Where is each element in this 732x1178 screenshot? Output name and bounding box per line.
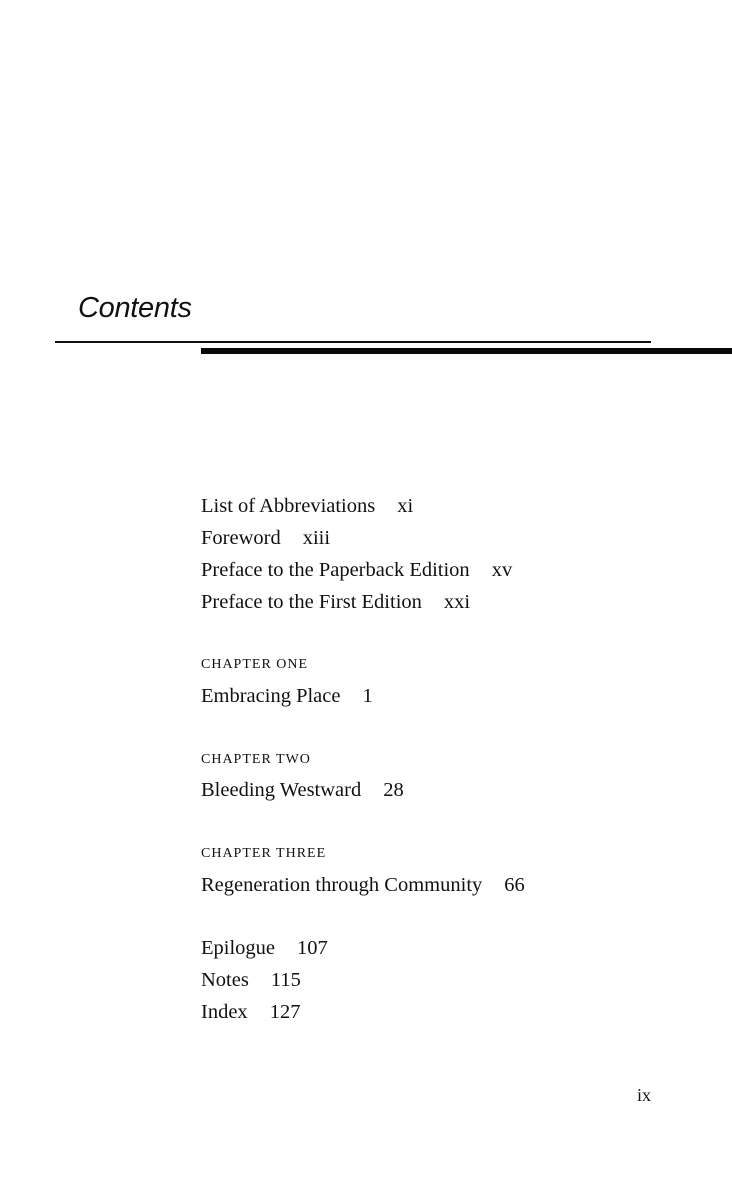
toc-entry-label: Regeneration through Community: [201, 874, 483, 896]
toc-entry-page: xiii: [302, 527, 331, 549]
toc-entry-page: xi: [397, 495, 414, 517]
chapter-heading: CHAPTER TWO: [201, 752, 311, 767]
title-rule-thick: [201, 348, 732, 354]
toc-entry-label: Preface to the First Edition: [201, 591, 422, 613]
toc-entry-foreword[interactable]: [201, 526, 330, 550]
toc-entry-label: Index: [201, 1001, 248, 1023]
toc-entry-page: 66: [504, 874, 525, 896]
page-number: ix: [637, 1085, 652, 1105]
toc-entry-page: xxi: [443, 591, 471, 613]
toc-entry-page: 115: [270, 969, 301, 991]
chapter-heading: CHAPTER ONE: [201, 657, 309, 672]
toc-entry-label: List of Abbreviations: [201, 495, 376, 517]
toc-entry-page: 28: [383, 779, 404, 801]
toc-entry-epilogue[interactable]: [201, 936, 328, 960]
toc-entry-page: xv: [491, 559, 513, 581]
toc-entry-label: Notes: [201, 969, 249, 991]
toc-entry-chapter-one[interactable]: [201, 684, 373, 708]
toc-entry-label: Epilogue: [201, 937, 276, 959]
toc-entry-index[interactable]: [201, 1000, 300, 1024]
toc-entry-abbreviations[interactable]: [201, 494, 413, 518]
toc-entry-chapter-three[interactable]: [201, 873, 525, 897]
toc-entry-page: 107: [297, 937, 328, 959]
toc-entry-preface-paperback[interactable]: [201, 558, 512, 582]
page-title: Contents: [78, 292, 192, 324]
toc-entry-label: Preface to the Paperback Edition: [201, 559, 470, 581]
toc-entry-page: 127: [269, 1001, 301, 1023]
toc-entry-preface-first[interactable]: [201, 590, 470, 614]
toc-entry-label: Foreword: [201, 527, 281, 549]
toc-entry-chapter-two[interactable]: [201, 778, 404, 802]
toc-entry-label: Bleeding Westward: [201, 779, 362, 801]
toc-entry-notes[interactable]: [201, 968, 301, 992]
toc-entry-page: 1: [362, 685, 373, 707]
title-rule-thin: [55, 341, 651, 343]
toc-entry-label: Embracing Place: [201, 685, 341, 707]
chapter-heading: CHAPTER THREE: [201, 846, 327, 861]
